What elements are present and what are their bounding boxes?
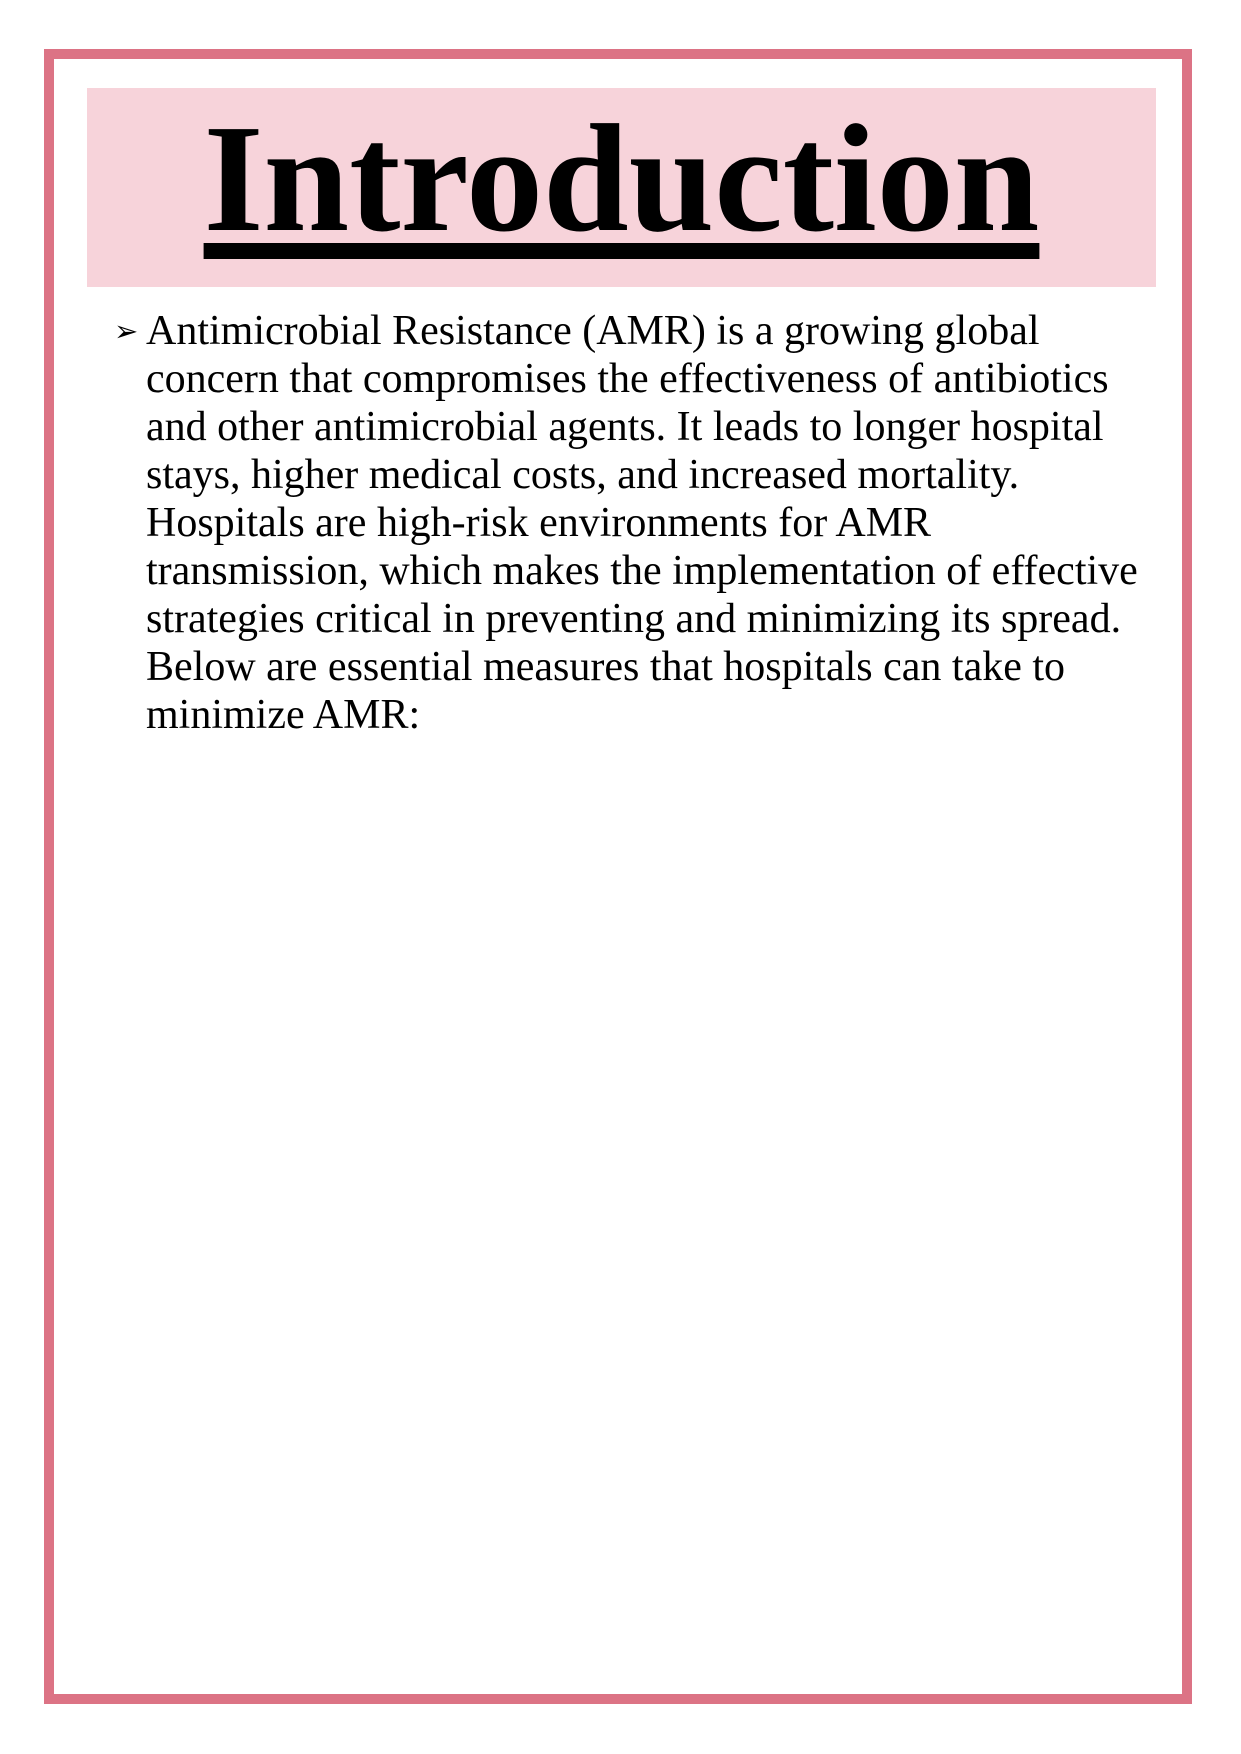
page-border-frame (44, 49, 1192, 1704)
title-band (87, 88, 1156, 287)
paragraph-text: Antimicrobial Resistance (AMR) is a growing global concern that compromises the effectiveness of antibiotics and other antimicrobial agents. It leads to longer hospital stays, higher medical costs, and increased mortality. Hospitals are high-risk environments for AMR transmission, which makes the implementation of effective strategies critical in preventing and minimizing its spread. Below are essential measures that hospitals can take to minimize AMR: (146, 308, 1138, 738)
page-title: Introduction (203, 93, 1040, 264)
arrow-bullet-icon: ➢ (114, 314, 139, 348)
list-item (114, 307, 1159, 739)
